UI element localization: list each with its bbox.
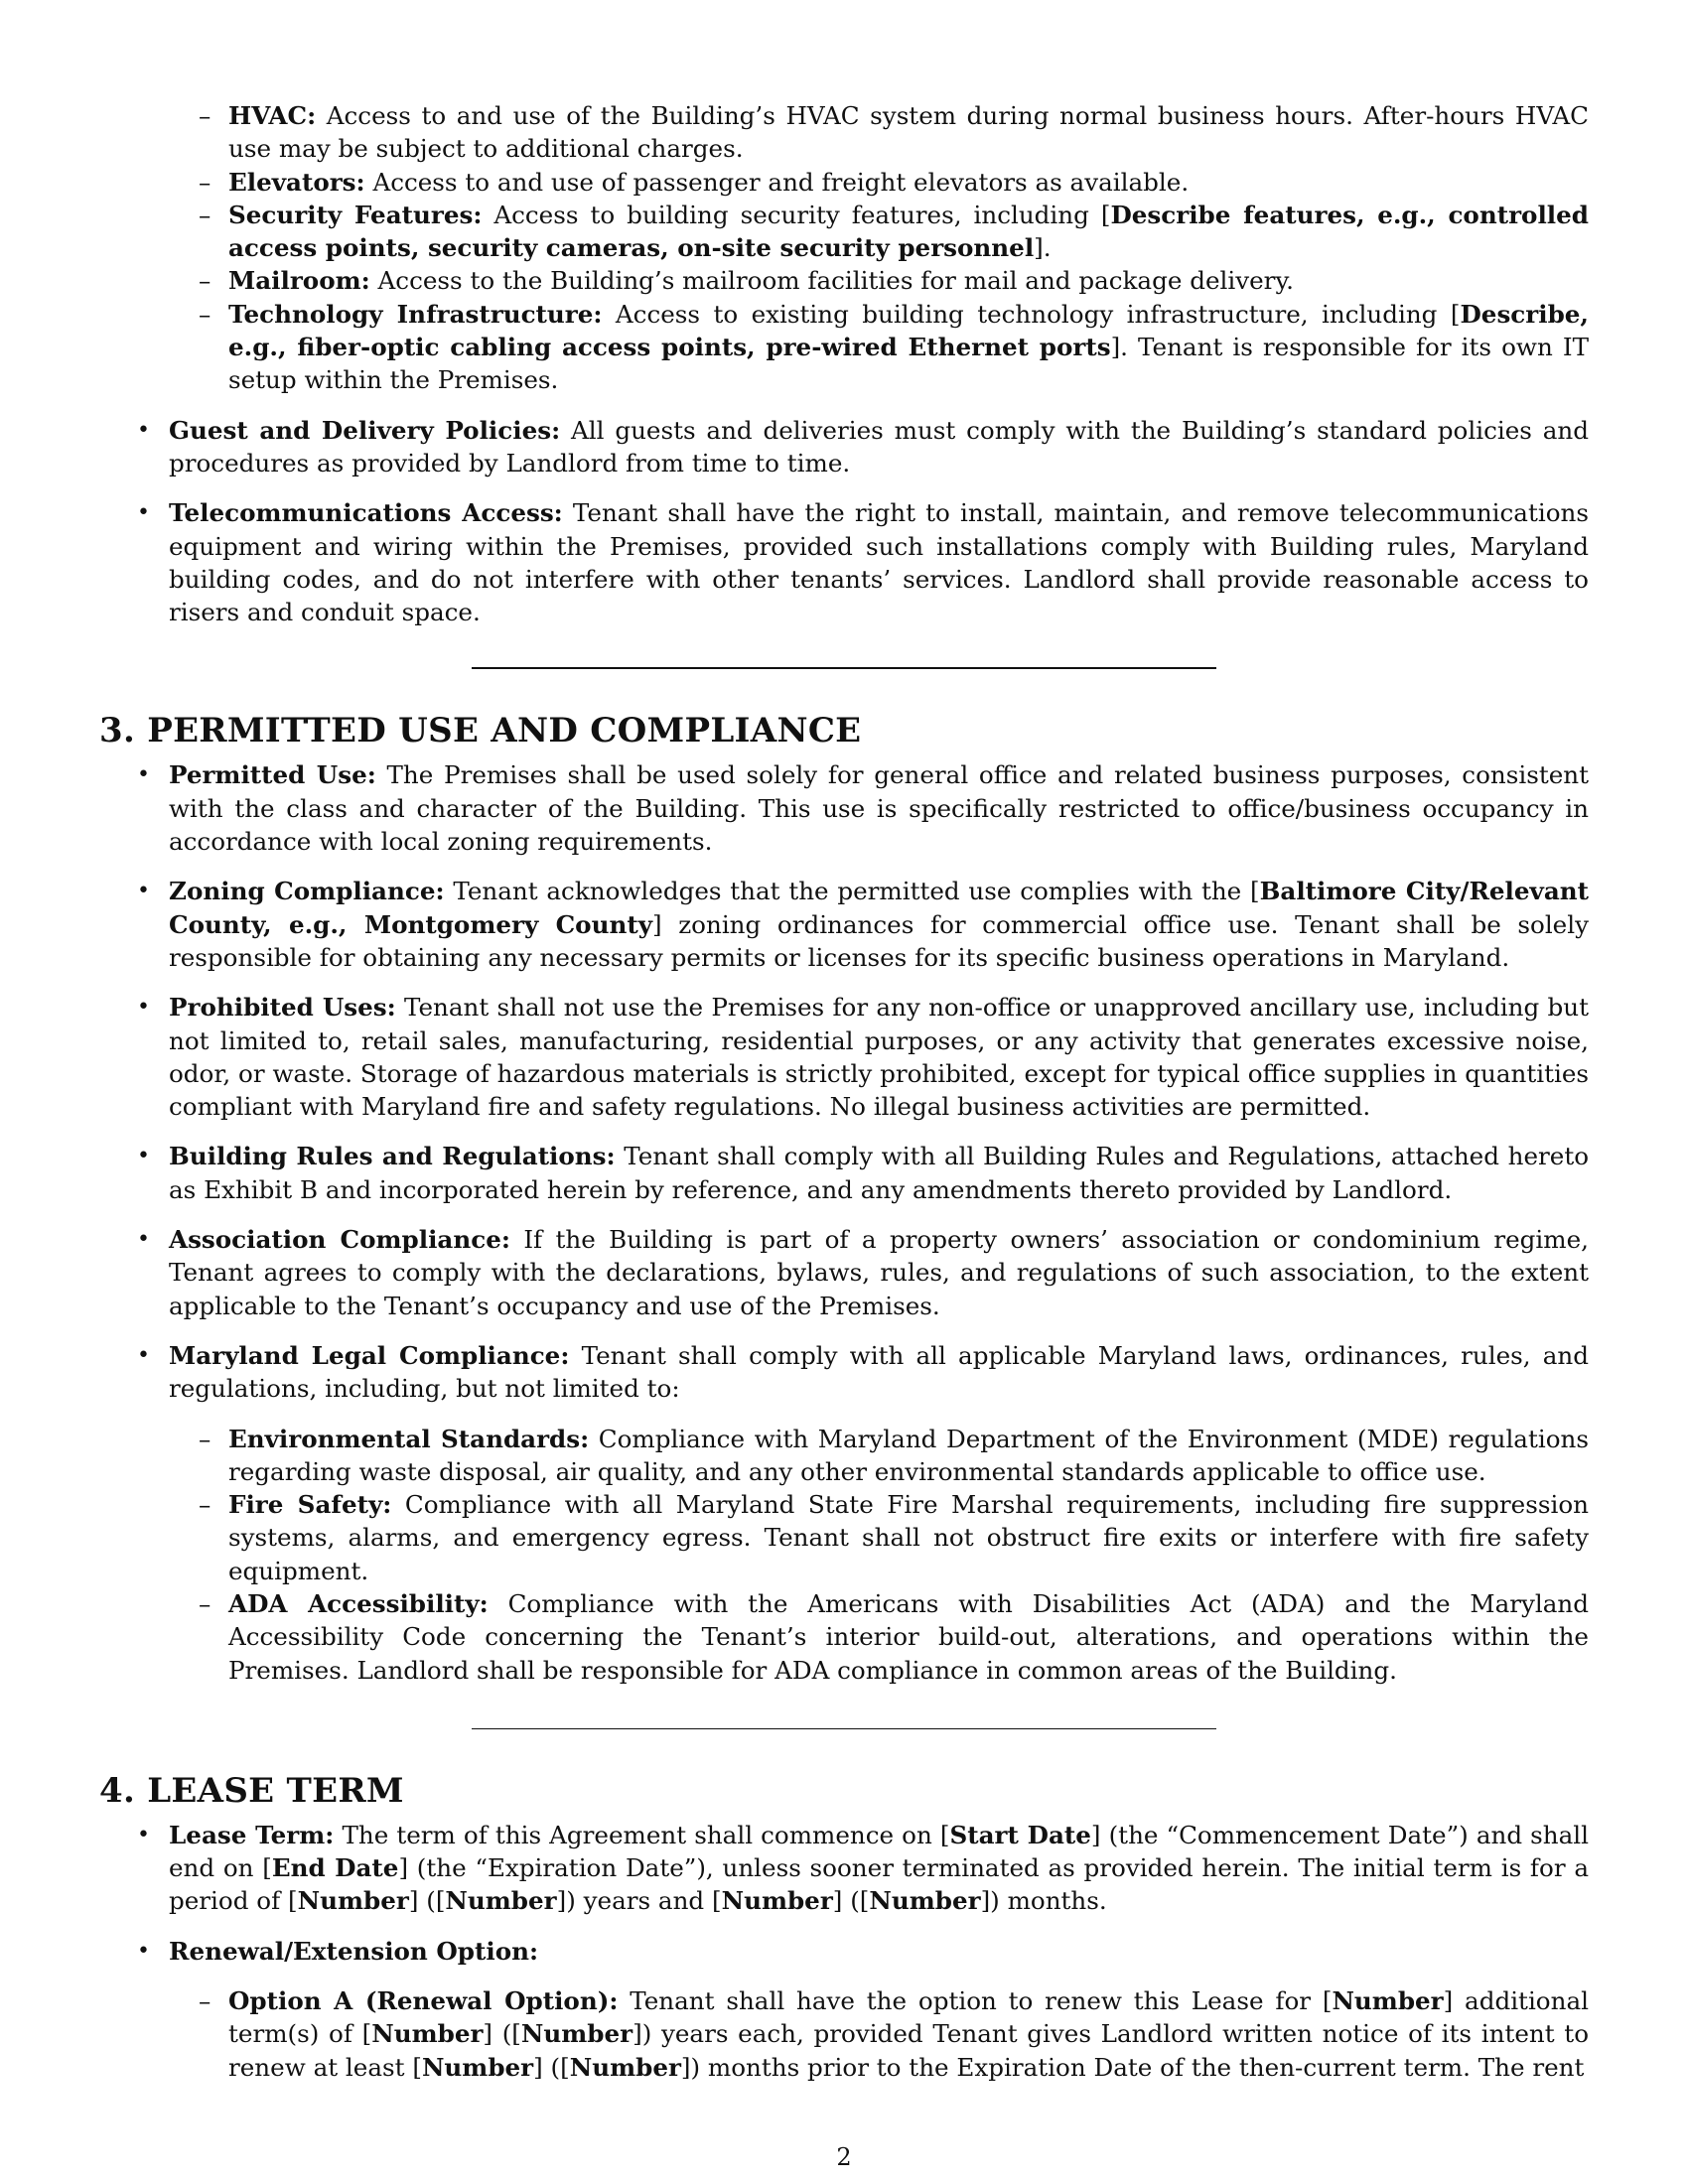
bullet-association-compliance: • Association Compliance: If the Building is part of a property owners’ association or condominium regime, Tenant agrees to comply with the declarations, bylaws, rules, and regulations of such association, to the extent applicable to the Tenant’s occupancy and use of the Premises. — [137, 1225, 1589, 1320]
bullet-marker: • — [137, 1342, 150, 1368]
section-heading-3: 3. PERMITTED USE AND COMPLIANCE — [99, 711, 862, 751]
sublist-item-hvac: – HVAC: Access to and use of the Building’s HVAC system during normal business hours. After-hours HVAC use may be subject to additional charges. — [199, 101, 1589, 164]
building-services-sublist — [99, 99, 1589, 397]
dash-marker: – — [199, 1424, 211, 1453]
placeholder-field: Describe, e.g., fiber-optic cabling access points, pre-wired Ethernet ports — [228, 299, 1589, 362]
placeholder-field: Number — [445, 1886, 557, 1916]
dash-marker: – — [199, 200, 211, 229]
bullet-marker: • — [137, 500, 150, 526]
sublist-item-fire-safety: – Fire Safety: Compliance with all Maryland State Fire Marshal requirements, including fire suppression systems, alarms, and emergency egress. Tenant shall not obstruct fire exits or interfere with fire safety equipment. — [199, 1490, 1589, 1585]
sublist-item-option-a: – Option A (Renewal Option): Tenant shall have the option to renew this Lease for [Number] additional term(s) of [Number] ([Number]) years each, provided Tenant gives Landlord written notice of its intent to renew at least [Number] ([Number]) months prior to the Expiration Date of the then-current term. The rent — [199, 1986, 1589, 2082]
dash-marker: – — [199, 1490, 211, 1520]
placeholder-field: End Date — [271, 1853, 399, 1883]
bullet-marker: • — [137, 762, 150, 788]
bullet-marker: • — [137, 1822, 150, 1847]
document-page — [99, 99, 1589, 2084]
section-heading-4: 4. LEASE TERM — [99, 1770, 404, 1811]
dash-marker: – — [199, 1588, 211, 1618]
placeholder-field: Number — [869, 1886, 981, 1916]
bullet-guest-delivery: • Guest and Delivery Policies: All guests and deliveries must comply with the Building’s standard policies and procedures as provided by Landlord from time to time. — [137, 415, 1589, 478]
dash-marker: – — [199, 266, 211, 296]
sublist-item-elevators: – Elevators: Access to and use of passenger and freight elevators as available. — [99, 166, 1589, 199]
bullet-marker: • — [137, 995, 150, 1021]
sublist-item-ada: – ADA Accessibility: Compliance with the Americans with Disabilities Act (ADA) and the Maryland Accessibility Code concerning the Tenant’s interior build-out, alterations, and operations within the Premises. Landlord shall be responsible for ADA compliance in common areas of the Building. — [199, 1588, 1589, 1685]
bullet-prohibited-uses: • Prohibited Uses: Tenant shall not use the Premises for any non-office or unapproved ancillary use, including but not limited to, retail sales, manufacturing, residential purposes, or any activity that generates excessive noise, odor, or waste. Storage of hazardous materials is strictly prohibited, except for typical office supplies in quantities compliant with Maryland fire and safety regulations. No illegal business activities are permitted. — [137, 993, 1590, 1122]
bullet-zoning-compliance: • Zoning Compliance: Tenant acknowledges that the permitted use complies with the [Baltimore City/Relevant County, e.g., Montgomery County] zoning ordinances for commercial office use. Tenant shall be solely responsible for obtaining any necessary permits or licenses for its specific business operations in Maryland. — [137, 877, 1589, 972]
placeholder-field: Number — [569, 2052, 681, 2082]
sublist-item-environmental: – Environmental Standards: Compliance with Maryland Department of the Environment (MDE) regulations regarding waste disposal, air quality, and any other environmental standards applicable to office use. — [199, 1424, 1589, 1486]
bullet-lease-term: • Lease Term: The term of this Agreement shall commence on [Start Date] (the “Commencement Date”) and shall end on [End Date] (the “Expiration Date”), unless sooner terminated as provided herein. The initial term is for a period of [Number] ([Number]) years and [Number] ([Number]) months. — [137, 1820, 1589, 1916]
placeholder-field: Number — [297, 1886, 409, 1916]
placeholder-field: Number — [721, 1886, 833, 1916]
placeholder-field: Number — [1332, 1986, 1444, 2016]
placeholder-field: Describe features, e.g., controlled access points, security cameras, on-site security personnel — [228, 200, 1589, 263]
bullet-marker: • — [137, 1227, 150, 1253]
dash-marker: – — [199, 1986, 211, 2016]
placeholder-field: Number — [421, 2052, 534, 2082]
bullet-building-rules: • Building Rules and Regulations: Tenant shall comply with all Building Rules and Regulations, attached hereto as Exhibit B and incorporated herein by reference, and any amendments thereto provided by Landlord. — [137, 1142, 1590, 1204]
bullet-marker: • — [137, 417, 150, 443]
placeholder-field: Number — [520, 2019, 633, 2049]
bullet-renewal-option: • Renewal/Extension Option: — [99, 1935, 1589, 1968]
sublist-item-technology: – Technology Infrastructure: Access to existing building technology infrastructure, including [Describe, e.g., fiber-optic cabling access points, pre-wired Ethernet ports]. Tenant is responsible for its own IT setup within the Premises. — [199, 299, 1589, 395]
maryland-compliance-sublist — [99, 1423, 1589, 1687]
bullet-permitted-use: • Permitted Use: The Premises shall be used solely for general office and related business purposes, consistent with the class and character of the Building. This use is specifically restricted to office/business occupancy in accordance with local zoning requirements. — [137, 760, 1589, 857]
bullet-marker: • — [137, 1938, 150, 1964]
renewal-options-sublist — [99, 1984, 1589, 2084]
bullet-maryland-compliance: • Maryland Legal Compliance: Tenant shall comply with all applicable Maryland laws, ordinances, rules, and regulations, including, but not limited to: — [137, 1340, 1589, 1404]
placeholder-field: Start Date — [949, 1820, 1091, 1849]
bullet-marker: • — [137, 1144, 150, 1169]
placeholder-field: Baltimore City/Relevant County, e.g., Montgomery County — [169, 877, 1589, 939]
placeholder-field: Number — [371, 2019, 484, 2049]
dash-marker: – — [199, 101, 211, 130]
bullet-telecom-access: • Telecommunications Access: Tenant shall have the right to install, maintain, and remove telecommunications equipment and wiring within the Premises, provided such installations comply with Building rules, Maryland building codes, and do not interfere with other tenants’ services. Landlord shall provide reasonable access to risers and conduit space. — [137, 498, 1589, 627]
dash-marker: – — [199, 167, 211, 197]
page-number: 2 — [836, 2143, 852, 2171]
sublist-item-security: – Security Features: Access to building security features, including [Describe features, e.g., controlled access points, security cameras, on-site security personnel]. — [199, 200, 1589, 263]
bullet-marker: • — [137, 879, 150, 904]
sublist-item-mailroom: – Mailroom: Access to the Building’s mailroom facilities for mail and package delivery. — [99, 264, 1589, 297]
dash-marker: – — [199, 299, 211, 329]
